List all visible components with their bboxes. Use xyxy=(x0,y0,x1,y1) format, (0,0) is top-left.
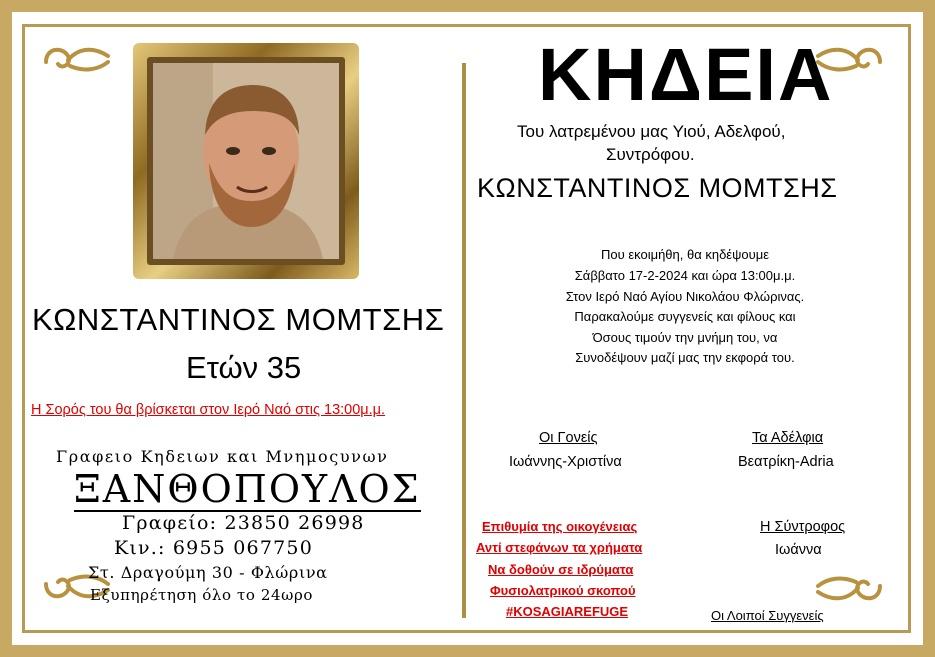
parents-names: Ιωάννης-Χριστίνα xyxy=(509,454,622,470)
family-wish-line: Αντί στεφάνων τα χρήματα xyxy=(476,540,643,555)
message-line: Σάββατο 17-2-2024 και ώρα 13:00μ.μ. xyxy=(574,268,796,283)
family-wish-line: Να δοθούν σε ιδρύματα xyxy=(488,562,634,577)
viewing-notice: Η Σορός του θα βρίσκεται στον Ιερό Ναό στις 13:00μ.μ. xyxy=(31,402,386,418)
office-address: Στ. Δραγούμη 30 - Φλώρινα xyxy=(88,563,328,582)
portrait-frame xyxy=(133,43,359,279)
siblings-names: Βεατρίκη-Adria xyxy=(738,454,834,470)
other-relatives: Οι Λοιποί Συγγενείς xyxy=(711,608,824,623)
siblings-label: Τα Αδέλφια xyxy=(752,430,824,446)
service-hours: Εξυπηρέτηση όλο το 24ωρο xyxy=(90,586,314,604)
family-wish-line: Επιθυμία της οικογένειας xyxy=(482,519,638,534)
message-line: Παρακαλούμε συγγενείς και φίλους και xyxy=(574,309,796,324)
message-line: Που εκοιμήθη, θα κηδέψουμε xyxy=(600,247,769,262)
scroll-ornament-icon xyxy=(812,568,886,608)
parents-label: Οι Γονείς xyxy=(539,430,598,446)
funeral-office-brand: ΞΑΝΘΟΠΟΥΛΟΣ xyxy=(74,467,421,511)
message-line: Στον Ιερό Ναό Αγίου Νικολάου Φλώρινας. xyxy=(565,289,805,304)
family-wish-line: #KOSAGIAREFUGE xyxy=(506,604,629,619)
office-phone: Γραφείο: 23850 26998 xyxy=(122,512,365,534)
message-line: Όσους τιμούν την μνήμη του, να xyxy=(592,330,778,345)
mobile-phone: Κιν.: 6955 067750 xyxy=(114,537,313,559)
partner-name: Ιωάννα xyxy=(775,542,822,558)
page-title: ΚΗΔΕΙΑ xyxy=(538,33,834,116)
deceased-name-right: ΚΩΝΣΤΑΝΤΙΝΟΣ ΜΟΜΤΣΗΣ xyxy=(477,173,838,203)
deceased-name-left: ΚΩΝΣΤΑΝΤΙΝΟΣ ΜΟΜΤΣΗΣ xyxy=(32,302,445,337)
message-line: Συνοδέψουν μαζί μας την εκφορά του. xyxy=(575,350,795,365)
family-wish-line: Φυσιολατρικού σκοπού xyxy=(490,583,636,598)
scroll-ornament-icon xyxy=(40,40,114,80)
funeral-office-title: Γραφειο Κηδειων και Μνημοςυνων xyxy=(56,447,389,466)
intro-line-1: Του λατρεμένου μας Υιού, Αδελφού, xyxy=(517,122,786,141)
age-label: Ετών 35 xyxy=(186,350,302,385)
partner-label: Η Σύντροφος xyxy=(760,519,846,535)
column-divider xyxy=(462,63,466,618)
portrait-photo xyxy=(153,63,339,259)
intro-line-2: Συντρόφου. xyxy=(606,145,695,164)
